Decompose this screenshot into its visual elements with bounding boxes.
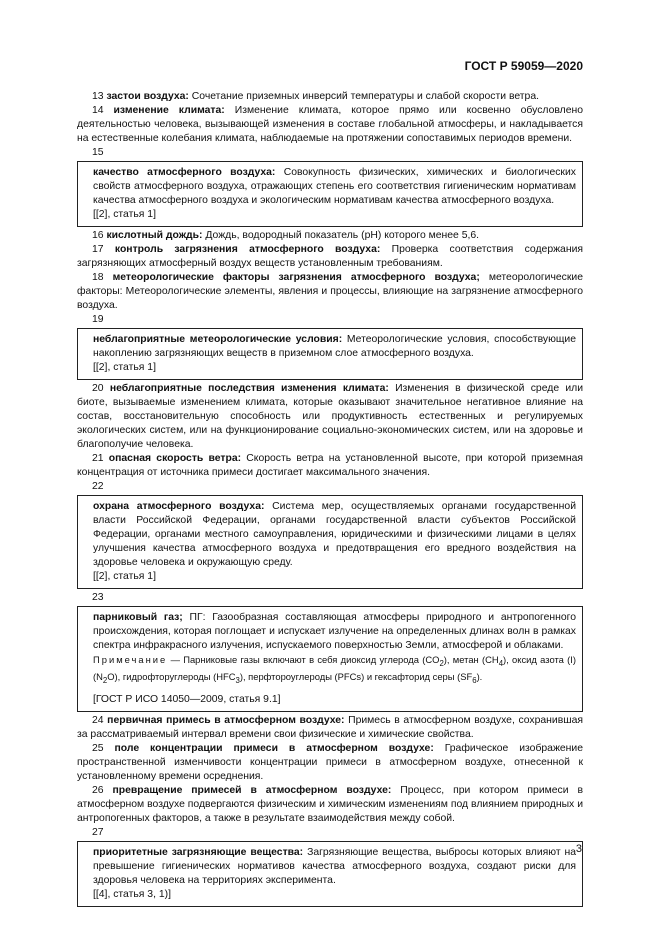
entry-term: первичная примесь в атмосферном воздухе: xyxy=(107,714,345,726)
entry-number: 23 xyxy=(92,592,104,603)
term-entry-18 xyxy=(77,271,583,313)
entry-number: 22 xyxy=(92,481,104,492)
entry-term: неблагоприятные метеорологические условия: xyxy=(93,334,343,345)
entry-definition: Загрязняющие вещества, выбросы которых влияют на превышение гигиенических нормативов качества атмосферного воздуха, создают риски для здоровья человека на территориях эксперимента. xyxy=(93,846,577,886)
entry-source-reference: [ГОСТ Р ИСО 14050—2009, статья 9.1] xyxy=(93,693,281,705)
entry-note: Примечание — Парниковые газы включают в себя диоксид углерода $(CO_2)$, метан $(CH_4)$, оксид азота (I) $(N_2O)$, гидрофторуглероды $(HFC_3)$, перфтороуглероды (PFCs) и гексафторид серы $(SF_6)$. xyxy=(93,654,577,685)
term-entry-23-box xyxy=(77,606,583,712)
entry-definition: Проверка соответствия содержания загрязняющих атмосферный воздух веществ установленным требованиям. xyxy=(77,244,584,269)
entry-definition: Дождь, водородный показатель (pH) которого менее 5,6. xyxy=(205,230,480,241)
document-standard-header: ГОСТ Р 59059—2020 xyxy=(464,59,583,73)
entry-source-reference: [[2], статья 1] xyxy=(93,362,156,373)
entry-definition: метеорологические факторы: Метеорологические элементы, явления и процессы, влияющие на загрязнение атмосферного воздуха. xyxy=(77,272,584,311)
entry-number: 18 xyxy=(92,272,104,283)
entry-definition: Изменение климата, которое прямо или косвенно обусловлено деятельностью человека, вызывающей изменения в составе глобальной атмосферы, и накладывается на естественные колебания климата, наблюдаемые на протяжении сопоставимых периодов времени. xyxy=(77,105,584,144)
entry-number: 25 xyxy=(92,742,104,754)
entry-number: 27 xyxy=(92,826,104,838)
term-entry-13 xyxy=(77,90,583,104)
entry-number: 24 xyxy=(92,714,104,726)
entry-term: превращение примесей в атмосферном воздухе: xyxy=(112,784,392,796)
entry-number: 17 xyxy=(92,244,104,255)
entry-number: 16 xyxy=(92,230,104,241)
entry-term: опасная скорость ветра: xyxy=(108,453,242,464)
term-entry-26 xyxy=(77,784,583,826)
term-entry-21 xyxy=(77,452,583,480)
entry-term: застои воздуха: xyxy=(106,91,189,102)
entry-term: поле концентрации примеси в атмосферном воздухе: xyxy=(114,742,434,754)
note-label: Примечание xyxy=(93,654,168,665)
entry-definition: Система мер, осуществляемых органами государственной власти Российской Федерации, органами государственной власти субъектов Российской Федерации, органами местного самоуправления, юридическими и физическими лицами в целях улучшения качества атмосферного воздуха и предотвращения его вредного воздействия на здоровье человека и окружающую среду. xyxy=(93,501,576,568)
entry-number: 21 xyxy=(92,453,104,464)
term-entry-19-box xyxy=(77,328,583,380)
entry-definition: Процесс, при котором примеси в атмосферном воздухе подвергаются физическим и химическим изменениям под влиянием природных и антропогенных факторов, а также в результате взаимодействия между собой. xyxy=(77,784,583,824)
entry-number: 14 xyxy=(92,105,104,116)
term-entry-15-box xyxy=(77,161,583,227)
term-entry-22-box xyxy=(77,495,583,589)
entry-definition: Метеорологические условия, способствующие накоплению загрязняющих веществ в приземном слое атмосферного воздуха. xyxy=(93,334,577,359)
entry-term: приоритетные загрязняющие вещества: xyxy=(93,846,304,858)
entry-definition: Изменения в физической среде или биоте, вызываемые изменением климата, которые оказывают значительное негативное влияние на состав, восстановительную способность или продуктивность естественных и регулируемых экологических систем, или на функционирование социально-экономических систем, или на здоровье и благополучие человека. xyxy=(77,383,584,450)
entry-term: парниковый газ; xyxy=(93,612,183,623)
entry-definition: Совокупность физических, химических и биологических свойств атмосферного воздуха, отражающих степень его соответствия гигиеническим нормативам качества атмосферного воздуха и экологическим нормативам качества атмосферного воздуха. xyxy=(93,167,576,206)
entry-definition: Скорость ветра на установленной высоте, при которой приземная концентрация от источника примеси достигает максимального значения. xyxy=(77,453,584,478)
entry-number: 19 xyxy=(92,314,104,325)
term-entry-25 xyxy=(77,742,583,784)
document-body xyxy=(77,90,583,909)
entry-definition: Сочетание приземных инверсий температуры и слабой скорости ветра. xyxy=(191,91,539,102)
term-entry-17 xyxy=(77,243,583,271)
page-number: 3 xyxy=(575,843,582,855)
term-entry-14 xyxy=(77,104,583,146)
entry-source-reference: [[2], статья 1] xyxy=(93,209,156,220)
entry-number: 15 xyxy=(92,147,104,158)
entry-term: изменение климата: xyxy=(113,105,225,116)
entry-definition: Примесь в атмосферном воздухе, сохранившая за рассматриваемый интервал времени свои физические и химические свойства. xyxy=(77,714,583,740)
entry-term: качество атмосферного воздуха: xyxy=(93,167,276,178)
entry-term: кислотный дождь: xyxy=(106,230,203,241)
entry-source-reference: [[2], статья 1] xyxy=(93,571,156,582)
term-entry-16 xyxy=(77,229,583,243)
entry-source-reference: [[4], статья 3, 1)] xyxy=(93,888,171,900)
entry-term: охрана атмосферного воздуха: xyxy=(93,501,265,512)
term-entry-27-box xyxy=(77,841,583,907)
entry-term: неблагоприятные последствия изменения климата: xyxy=(109,383,389,394)
entry-definition: ПГ: Газообразная составляющая атмосферы природного и антропогенного происхождения, которая поглощает и испускает излучение на определенных длинах волн в рамках спектра инфракрасного излучения, испускаемого поверхностью Земли, атмосферой и облаками. xyxy=(93,612,576,651)
entry-definition: Графическое изображение пространственной изменчивости концентрации примеси в атмосферном воздухе, отнесенной к установленному времени осреднения. xyxy=(77,742,584,782)
term-entry-24 xyxy=(77,714,583,742)
entry-number: 13 xyxy=(92,91,104,102)
entry-term: контроль загрязнения атмосферного воздуха: xyxy=(114,244,381,255)
term-entry-20 xyxy=(77,382,583,452)
entry-term: метеорологические факторы загрязнения атмосферного воздуха; xyxy=(112,272,480,283)
entry-number: 20 xyxy=(92,383,104,394)
entry-number: 26 xyxy=(92,784,104,796)
